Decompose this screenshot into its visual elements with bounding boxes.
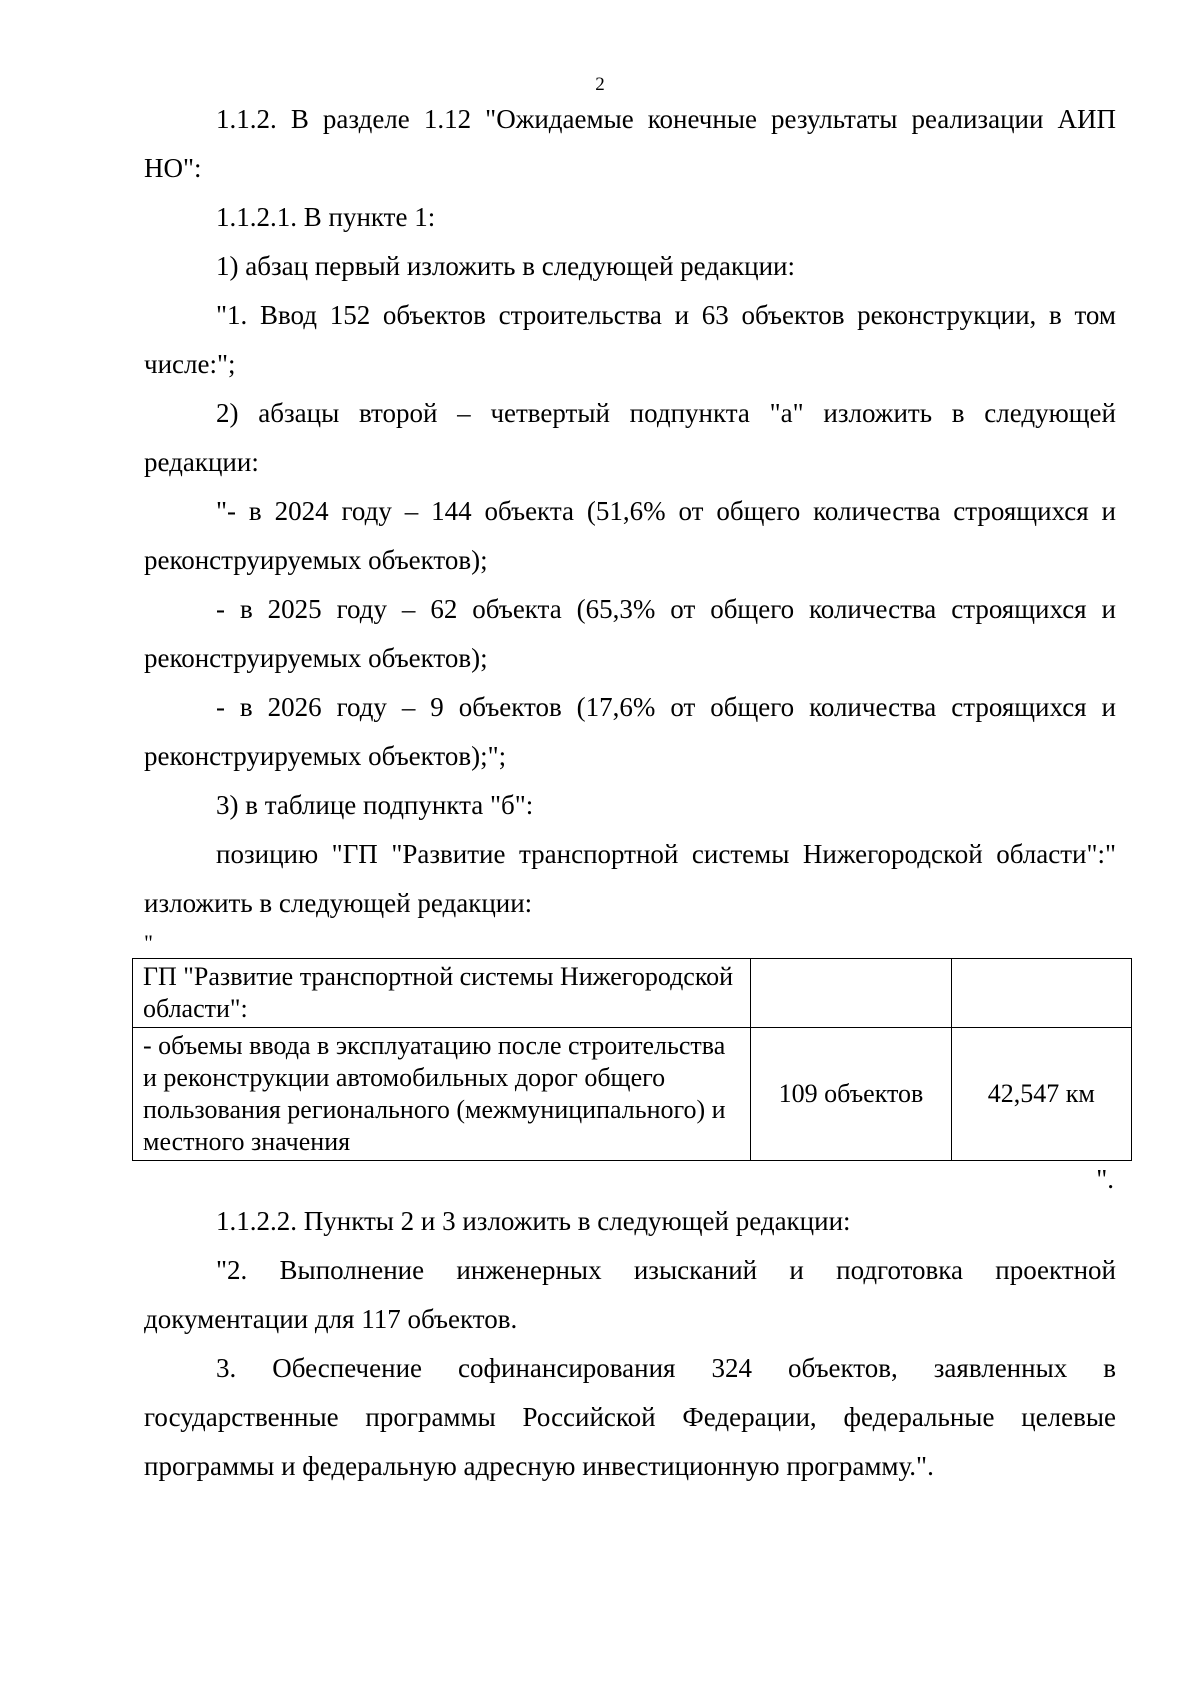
table-quote-close: ". bbox=[1096, 1164, 1114, 1194]
document-body bbox=[144, 95, 1116, 1491]
paragraph-1-1-2-2: 1.1.2.2. Пункты 2 и 3 изложить в следующей редакции: bbox=[216, 1206, 851, 1236]
table-row bbox=[133, 959, 1132, 1028]
paragraph-item-1: 1) абзац первый изложить в следующей редакции: bbox=[216, 251, 795, 281]
table-cell-objects: 109 объектов bbox=[751, 1028, 951, 1161]
table-cell-objects-empty bbox=[751, 959, 951, 1028]
paragraph-year-2025: - в 2025 году – 62 объекта (65,3% от общего количества строящихся и реконструируемых объектов); bbox=[144, 594, 1116, 673]
table-row bbox=[133, 1028, 1132, 1161]
paragraph-point-2: "2. Выполнение инженерных изысканий и подготовка проектной документации для 117 объектов. bbox=[144, 1255, 1116, 1334]
paragraph-point-3: 3. Обеспечение софинансирования 324 объектов, заявленных в государственные программы Российской Федерации, федеральные целевые программы и федеральную адресную инвестиционную программу.". bbox=[144, 1353, 1116, 1481]
table-cell-program: ГП "Развитие транспортной системы Нижегородской области": bbox=[133, 959, 751, 1028]
page-number: 2 bbox=[595, 74, 605, 95]
results-table bbox=[132, 958, 1132, 1161]
table-cell-km-empty bbox=[951, 959, 1131, 1028]
paragraph-item-2: 2) абзацы второй – четвертый подпункта "а" изложить в следующей редакции: bbox=[144, 398, 1116, 477]
paragraph-year-2026: - в 2026 году – 9 объектов (17,6% от общего количества строящихся и реконструируемых объектов);"; bbox=[144, 692, 1116, 771]
paragraph-position: позицию "ГП "Развитие транспортной системы Нижегородской области":" изложить в следующей редакции: bbox=[144, 839, 1116, 918]
paragraph-quote-1: "1. Ввод 152 объектов строительства и 63 объектов реконструкции, в том числе:"; bbox=[144, 300, 1116, 379]
paragraph-item-3: 3) в таблице подпункта "б": bbox=[216, 790, 534, 820]
paragraph-1-1-2: 1.1.2. В разделе 1.12 "Ожидаемые конечные результаты реализации АИП НО": bbox=[144, 104, 1116, 183]
table-cell-description: - объемы ввода в эксплуатацию после строительства и реконструкции автомобильных дорог общего пользования регионального (межмуниципального) и местного значения bbox=[133, 1028, 751, 1161]
paragraph-1-1-2-1: 1.1.2.1. В пункте 1: bbox=[216, 202, 436, 232]
table-quote-open: " bbox=[144, 930, 153, 955]
paragraph-year-2024: "- в 2024 году – 144 объекта (51,6% от общего количества строящихся и реконструируемых объектов); bbox=[144, 496, 1116, 575]
table-cell-km: 42,547 км bbox=[951, 1028, 1131, 1161]
